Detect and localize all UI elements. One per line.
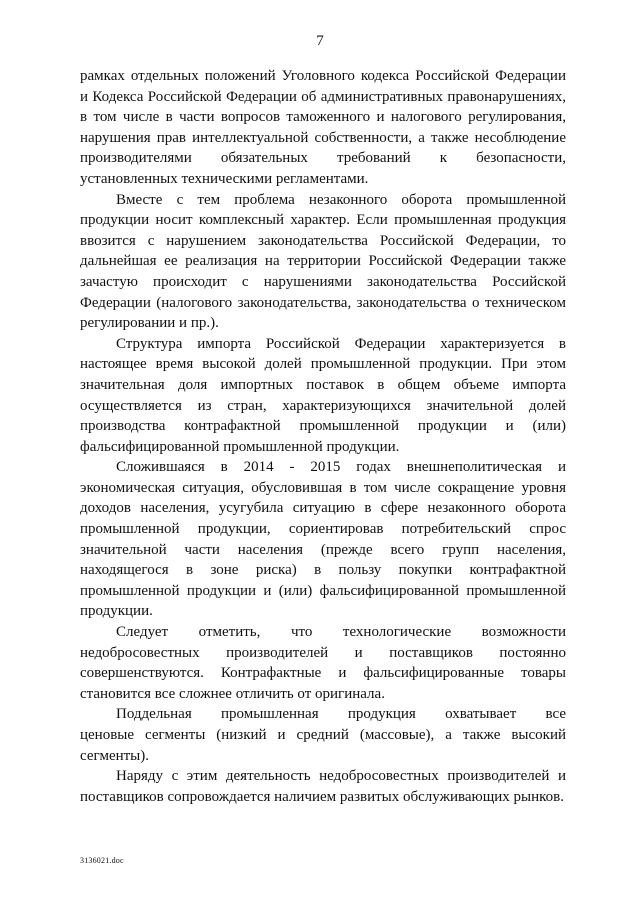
text-line: ввозится с нарушением законодательства Российской Федерации, то <box>80 232 566 249</box>
text-line: регулировании и пр.). <box>80 315 219 332</box>
text-line: значительной части населения (прежде всего групп населения, <box>80 541 566 558</box>
text-line: осуществляется из стран, характеризующихся значительной долей <box>80 397 566 414</box>
text-line: настоящее время высокой долей промышленной продукции. При этом <box>80 356 566 373</box>
text-line: ценовые сегменты (низкий и средний (массовые), а также высокий <box>80 727 566 743</box>
text-line: значительная доля импортных поставок в общем объеме импорта <box>80 376 566 393</box>
text-line: Федерации (налогового законодательства, законодательства о техническом <box>80 294 566 311</box>
document-filename: 3136021.doc <box>80 856 124 865</box>
text-line: недобросовестных производителей и поставщиков постоянно <box>80 644 566 661</box>
text-line: сегменты). <box>80 747 150 764</box>
text-line: нарушения прав интеллектуальной собственности, а также несоблюдение <box>80 129 566 146</box>
text-line: доходов населения, усугубила ситуацию в сфере незаконного оборота <box>80 500 566 517</box>
text-line: продукции. <box>80 603 153 620</box>
paragraph <box>80 334 566 458</box>
text-line: рамках отдельных положений Уголовного кодекса Российской Федерации <box>80 68 566 84</box>
text-line: Сложившаяся в 2014 - 2015 годах внешнеполитическая и <box>116 459 566 476</box>
page-number: 7 <box>316 33 324 49</box>
text-line: Следует отметить, что технологические возможности <box>116 624 566 641</box>
text-line: фальсифицированной промышленной продукции. <box>80 438 400 455</box>
paragraph <box>80 457 566 622</box>
document-body <box>80 66 566 807</box>
paragraph <box>80 190 566 334</box>
text-line: в том числе в части вопросов таможенного и налогового регулирования, <box>80 109 566 126</box>
text-line: становится все сложнее отличить от оригинала. <box>80 685 385 702</box>
paragraph <box>80 622 566 704</box>
text-line: продукции носит комплексный характер. Если промышленная продукция <box>80 212 566 229</box>
text-line: зачастую происходит с нарушениями законодательства Российской <box>80 273 566 290</box>
text-line: Поддельная промышленная продукция охватывает все <box>116 706 566 723</box>
paragraph <box>80 66 566 190</box>
paragraph <box>80 766 566 807</box>
text-line: дальнейшая ее реализация на территории Российской Федерации также <box>80 253 566 270</box>
text-line: Вместе с тем проблема незаконного оборота промышленной <box>116 191 566 208</box>
text-line: совершенствуются. Контрафактные и фальсифицированные товары <box>80 665 566 682</box>
text-line: установленных техническими регламентами. <box>80 170 369 187</box>
text-line: производителями обязательных требований к безопасности, <box>80 150 566 167</box>
text-line: поставщиков сопровождается наличием развитых обслуживающих рынков. <box>80 788 565 805</box>
text-line: экономическая ситуация, обусловившая в том числе сокращение уровня <box>80 479 566 496</box>
paragraph <box>80 704 566 766</box>
text-line: находящегося в зоне риска) в пользу покупки контрафактной <box>80 562 566 579</box>
text-line: Структура импорта Российской Федерации характеризуется в <box>116 335 566 352</box>
text-line: промышленной продукции, сориентировав потребительский спрос <box>80 521 566 538</box>
text-line: промышленной продукции и (или) фальсифицированной промышленной <box>80 582 566 599</box>
text-line: Наряду с этим деятельность недобросовестных производителей и <box>116 768 566 785</box>
text-line: производства контрафактной промышленной продукции и (или) <box>80 418 566 435</box>
text-line: и Кодекса Российской Федерации об административных правонарушениях, <box>80 88 566 105</box>
